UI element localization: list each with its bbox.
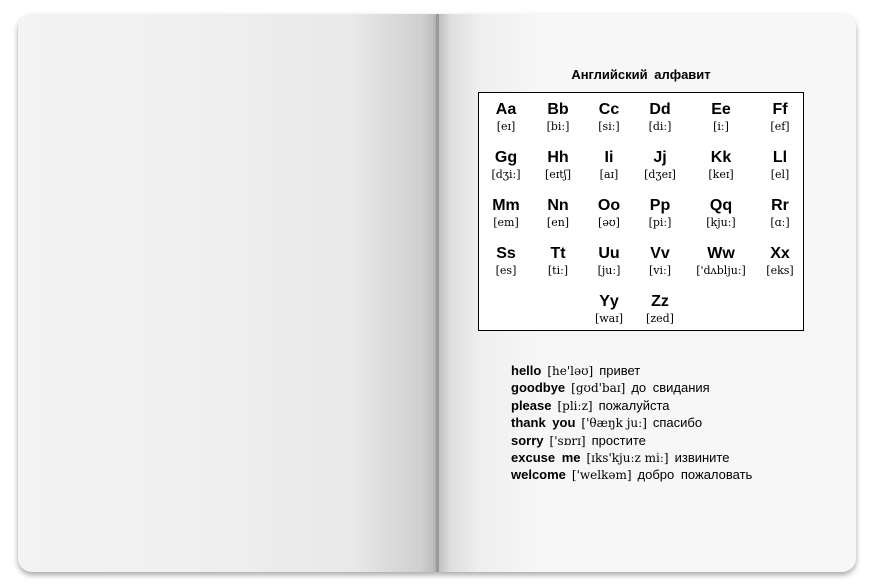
phrase-transcription: ['sɒrɪ] [549,433,586,448]
alphabet-transcription: [eɪ] [496,120,516,133]
alphabet-letter: Hh [547,149,569,166]
alphabet-cell [691,101,751,134]
alphabet-transcription: [eɪtʃ] [544,168,572,181]
alphabet-cell [750,149,810,182]
phrase-row [511,449,752,466]
phrase-word: excuse me [511,449,581,465]
phrase-row [511,397,752,414]
phrase-word: thank you [511,415,576,431]
alphabet-transcription: [waɪ] [594,312,624,325]
alphabet-cell [630,293,690,326]
alphabet-transcription: [biː] [546,120,570,133]
alphabet-letter: Jj [653,149,667,166]
phrase-word: goodbye [511,380,566,396]
alphabet-cell [750,197,810,230]
phrase-transcription: ['θæŋk juː] [581,416,647,431]
alphabet-transcription: [ef] [770,120,790,133]
alphabet-letter: Uu [598,245,620,262]
alphabet-cell [630,101,690,134]
alphabet-cell [750,245,810,278]
alphabet-transcription: [zed] [646,312,674,325]
alphabet-letter: Ll [772,149,788,166]
alphabet-letter: Zz [651,293,669,310]
phrase-row [511,379,752,396]
alphabet-transcription: [keɪ] [708,168,734,181]
phrase-word: please [511,397,552,413]
phrase-translation: привет [599,363,641,378]
phrase-word: sorry [511,432,544,448]
alphabet-transcription: [eks] [766,264,794,277]
alphabet-letter: Mm [492,197,520,214]
phrase-translation: простите [591,432,646,448]
alphabet-transcription: [es] [495,264,517,277]
alphabet-cell [691,245,751,278]
alphabet-letter: Bb [547,101,569,118]
phrase-translation: спасибо [652,415,703,431]
alphabet-cell [476,101,536,134]
alphabet-transcription: [iː] [713,120,729,133]
alphabet-transcription: [viː] [648,264,672,277]
phrase-transcription: [ɪks'kjuːz miː] [586,450,669,465]
alphabet-cell [630,197,690,230]
alphabet-transcription: [dʒeɪ] [644,168,676,181]
alphabet-letter: Yy [599,293,619,310]
phrase-transcription: [pliːz] [557,398,593,413]
alphabet-letter: Qq [709,197,733,214]
alphabet-transcription: [em] [493,216,519,229]
phrase-word: hello [511,363,542,378]
alphabet-transcription: [dʒiː] [491,168,521,181]
phrase-row [511,466,752,483]
left-page [18,14,438,572]
alphabet-letter: Ee [711,101,731,118]
alphabet-letter: Oo [597,197,621,214]
alphabet-cell [476,149,536,182]
alphabet-transcription: [tiː] [547,264,569,277]
alphabet-letter: Pp [649,197,671,214]
alphabet-title: Английский алфавит [571,67,711,82]
alphabet-table [478,92,804,331]
phrase-list [511,362,752,484]
alphabet-transcription: [əʊ] [598,216,620,229]
alphabet-cell [630,245,690,278]
alphabet-letter: Tt [550,245,566,262]
alphabet-letter: Dd [649,101,671,118]
alphabet-cell [630,149,690,182]
alphabet-letter: Rr [771,197,789,214]
alphabet-cell [691,197,751,230]
alphabet-letter: Cc [598,101,620,118]
phrase-row [511,362,752,379]
alphabet-letter: Ff [772,101,788,118]
phrase-row [511,414,752,431]
alphabet-cell [476,197,536,230]
alphabet-transcription: [siː] [598,120,620,133]
phrase-transcription: [gʊd'baɪ] [571,381,626,396]
phrase-transcription: ['welkəm] [571,468,632,483]
phrase-translation: добро пожаловать [637,467,753,483]
alphabet-transcription: [el] [770,168,790,181]
alphabet-cell [476,245,536,278]
alphabet-transcription: [ɑː] [770,216,790,229]
alphabet-transcription: [aɪ] [599,168,619,181]
phrase-row [511,432,752,449]
alphabet-cell [691,149,751,182]
alphabet-letter: Xx [770,245,790,262]
phrase-translation: до свидания [631,380,710,396]
alphabet-transcription: [piː] [648,216,672,229]
alphabet-letter: Ii [604,149,614,166]
book-spine [436,14,439,572]
alphabet-letter: Ss [496,245,516,262]
phrase-word: welcome [511,467,566,483]
alphabet-letter: Gg [494,149,518,166]
alphabet-cell [750,101,810,134]
alphabet-letter: Ww [707,245,735,262]
alphabet-letter: Aa [495,101,517,118]
phrase-transcription: [he'ləʊ] [547,364,594,378]
alphabet-transcription: [diː] [648,120,672,133]
alphabet-letter: Kk [710,149,732,166]
alphabet-transcription: [kjuː] [706,216,736,229]
alphabet-transcription: ['dʌbljuː] [696,264,746,277]
alphabet-letter: Nn [547,197,569,214]
phrase-translation: извините [674,449,730,465]
phrase-translation: пожалуйста [598,397,670,413]
alphabet-transcription: [juː] [597,264,621,277]
alphabet-letter: Vv [650,245,670,262]
alphabet-transcription: [en] [546,216,570,229]
